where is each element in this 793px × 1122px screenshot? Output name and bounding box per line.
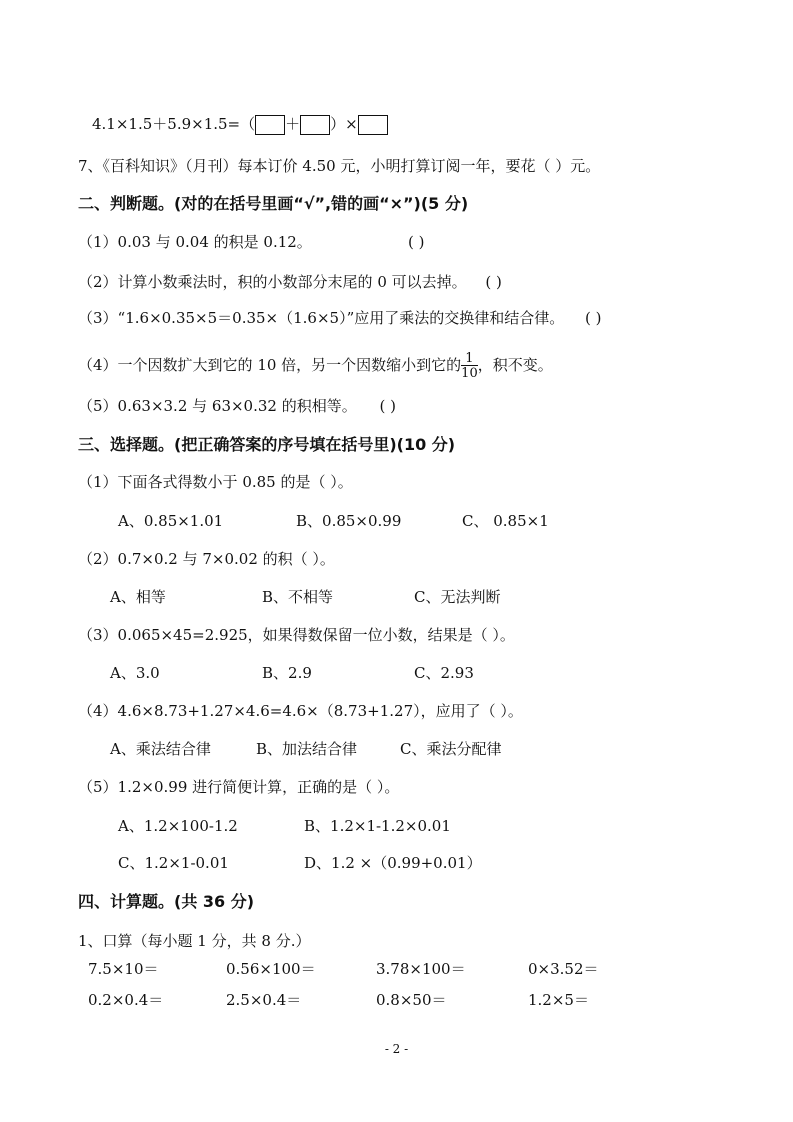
- judge-item-4: [78, 348, 553, 382]
- choice-q4-option-a[interactable]: A、乘法结合律: [110, 740, 211, 758]
- judge-item-1-paren[interactable]: ( ): [408, 233, 425, 251]
- oral-calc-3: 3.78×100＝: [376, 960, 466, 978]
- choice-q4-option-b[interactable]: B、加法结合律: [256, 740, 358, 758]
- choice-q5-stem: （5）1.2×0.99 进行简便计算，正确的是（ ）。: [78, 778, 400, 796]
- q6-expression: 4.1×1.5＋5.9×1.5=（: [92, 115, 256, 133]
- choice-q5-option-d[interactable]: D、1.2 ×（0.99+0.01）: [304, 854, 482, 872]
- choice-q3-option-a[interactable]: A、3.0: [110, 664, 160, 682]
- judge-item-1-text: （1）0.03 与 0.04 的积是 0.12。: [78, 233, 312, 251]
- judge-item-5-text: （5）0.63×3.2 与 63×0.32 的积相等。: [78, 397, 357, 415]
- oral-calc-6: 2.5×0.4＝: [226, 991, 302, 1009]
- judge-item-5: [78, 396, 396, 416]
- fraction-denominator: 10: [461, 366, 478, 381]
- page-number: - 2 -: [384, 1042, 409, 1056]
- choice-q4-stem: （4）4.6×8.73+1.27×4.6=4.6×（8.73+1.27），应用了（ ）。: [78, 702, 523, 720]
- fraction-one-tenth: [461, 352, 478, 380]
- choice-q5-option-b[interactable]: B、1.2×1-1.2×0.01: [304, 817, 451, 835]
- section-4-sub-1: 1、口算（每小题 1 分，共 8 分.）: [78, 932, 311, 950]
- section-2-heading: 二、判断题。(对的在括号里画“√”,错的画“×”)(5 分): [78, 194, 469, 213]
- judge-item-1: [78, 232, 425, 252]
- choice-q1-stem: （1）下面各式得数小于 0.85 的是（ ）。: [78, 473, 353, 491]
- oral-calc-5: 0.2×0.4＝: [88, 991, 164, 1009]
- oral-calc-2: 0.56×100＝: [226, 960, 316, 978]
- choice-q3-option-c[interactable]: C、2.93: [414, 664, 474, 682]
- fraction-numerator: 1: [465, 351, 474, 366]
- choice-q1-option-a[interactable]: A、0.85×1.01: [118, 512, 224, 530]
- judge-item-4-before: （4）一个因数扩大到它的 10 倍，另一个因数缩小到它的: [78, 356, 462, 374]
- section-4-heading: 四、计算题。(共 36 分): [78, 892, 255, 911]
- choice-q5-option-c[interactable]: C、1.2×1-0.01: [118, 854, 229, 872]
- answer-box-3[interactable]: [358, 115, 388, 135]
- choice-q3-stem: （3）0.065×45=2.925，如果得数保留一位小数，结果是（ ）。: [78, 626, 515, 644]
- choice-q2-option-c[interactable]: C、无法判断: [414, 588, 501, 606]
- choice-q4-option-c[interactable]: C、乘法分配律: [400, 740, 502, 758]
- choice-q3-option-b[interactable]: B、2.9: [262, 664, 312, 682]
- section-3-heading: 三、选择题。(把正确答案的序号填在括号里)(10 分): [78, 435, 456, 454]
- judge-item-5-paren[interactable]: ( ): [379, 397, 396, 415]
- judge-item-3: [78, 308, 602, 328]
- oral-calc-8: 1.2×5＝: [528, 991, 589, 1009]
- plus-sign: ＋: [285, 115, 301, 133]
- q6-expression-line: [92, 114, 388, 135]
- choice-q1-option-b[interactable]: B、0.85×0.99: [296, 512, 402, 530]
- judge-item-3-text: （3）“1.6×0.35×5＝0.35×（1.6×5）”应用了乘法的交换律和结合律。: [78, 309, 565, 327]
- judge-item-3-paren[interactable]: ( ): [585, 309, 602, 327]
- choice-q1-option-c[interactable]: C、 0.85×1: [462, 512, 549, 530]
- oral-calc-1: 7.5×10＝: [88, 960, 159, 978]
- q6-close: ）×: [330, 115, 358, 133]
- answer-box-2[interactable]: [300, 115, 330, 135]
- choice-q2-option-b[interactable]: B、不相等: [262, 588, 334, 606]
- judge-item-2-paren[interactable]: ( ): [485, 273, 502, 291]
- judge-item-2: [78, 272, 502, 292]
- judge-item-4-after: ，积不变。: [477, 356, 553, 374]
- judge-item-2-text: （2）计算小数乘法时，积的小数部分末尾的 0 可以去掉。: [78, 273, 467, 291]
- oral-calc-7: 0.8×50＝: [376, 991, 447, 1009]
- answer-box-1[interactable]: [255, 115, 285, 135]
- choice-q2-stem: （2）0.7×0.2 与 7×0.02 的积（ ）。: [78, 550, 335, 568]
- choice-q5-option-a[interactable]: A、1.2×100-1.2: [118, 817, 238, 835]
- question-7: 7、《百科知识》（月刊）每本订价 4.50 元，小明打算订阅一年，要花（ ）元。: [78, 157, 601, 175]
- choice-q2-option-a[interactable]: A、相等: [110, 588, 166, 606]
- oral-calc-4: 0×3.52＝: [528, 960, 599, 978]
